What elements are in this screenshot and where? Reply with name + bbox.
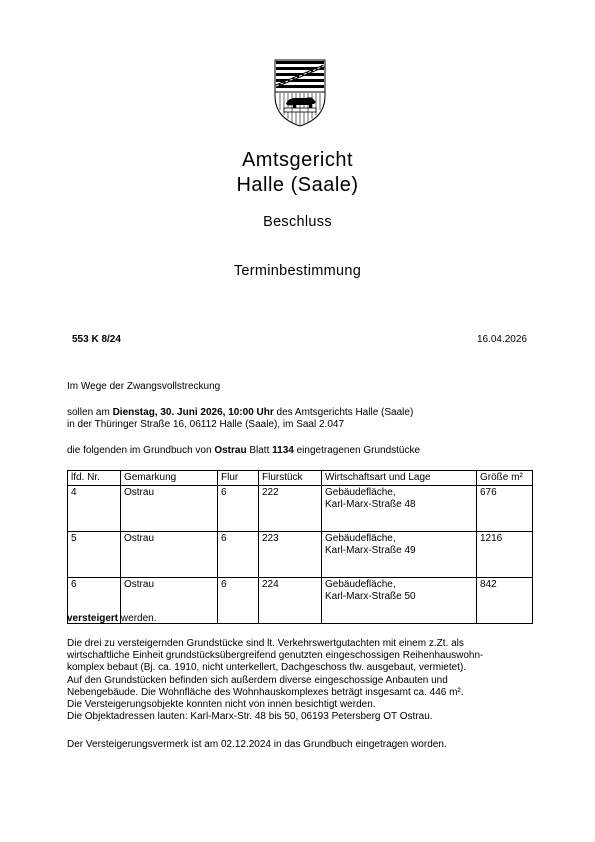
description-line: Nebengebäude. Die Wohnfläche des Wohnhauskomplexes beträgt insgesamt ca. 446 m².	[67, 686, 464, 698]
column-header-gemarkung: Gemarkung	[121, 471, 218, 486]
cell-nr: 6	[68, 578, 121, 624]
column-header-flurstueck: Flurstück	[259, 471, 322, 486]
cell-flurstueck: 223	[259, 532, 322, 578]
table-header-row	[68, 471, 533, 486]
grundbuch-prefix: die folgenden im Grundbuch von	[67, 445, 215, 456]
versteigert-rest: werden.	[118, 613, 157, 624]
cell-gemarkung: Ostrau	[121, 532, 218, 578]
termin-prefix: sollen am	[67, 407, 113, 418]
grundbuch-ort: Ostrau	[214, 445, 247, 456]
cell-flur: 6	[218, 532, 259, 578]
column-header-nr: lfd. Nr.	[68, 471, 121, 486]
file-number: 553 K 8/24	[72, 334, 121, 345]
document-subtitle: Terminbestimmung	[233, 263, 362, 279]
cell-nr: 4	[68, 486, 121, 532]
court-name-line2: Halle (Saale)	[236, 174, 359, 196]
termin-suffix: des Amtsgerichts Halle (Saale)	[273, 407, 414, 418]
cell-art-type: Gebäudefläche,	[325, 533, 396, 544]
column-header-flur: Flur	[218, 471, 259, 486]
column-header-groesse: Größe m²	[477, 471, 533, 486]
cell-gemarkung: Ostrau	[121, 486, 218, 532]
cell-art	[322, 578, 477, 624]
description-line: komplex bebaut (Bj. ca. 1910, nicht unterkellert, Dachgeschoss tlw. ausgebaut, vermietet).	[67, 662, 467, 674]
cell-nr: 5	[68, 532, 121, 578]
document-date: 16.04.2026	[476, 334, 527, 345]
cell-art-type: Gebäudefläche,	[325, 579, 396, 590]
versteigert-bold: versteigert	[67, 613, 119, 624]
description-line: wirtschaftliche Einheit grundstücksübergreifend genutzten eingeschossigen Reihenhauswohn-	[67, 650, 484, 662]
grundbuch-mid: Blatt	[246, 445, 273, 456]
termin-location: in der Thüringer Straße 16, 06112 Halle (Saale), im Saal 2.047	[67, 419, 345, 431]
cell-gemarkung: Ostrau	[121, 578, 218, 624]
cell-flur: 6	[218, 486, 259, 532]
cell-art	[322, 486, 477, 532]
termin-paragraph	[67, 407, 413, 431]
property-table	[67, 470, 533, 624]
description-line: Die Versteigerungsobjekte konnten nicht von innen besichtigt werden.	[67, 699, 376, 711]
cell-art-address: Karl-Marx-Straße 49	[325, 545, 416, 556]
cell-art-address: Karl-Marx-Straße 50	[325, 591, 416, 602]
court-name-line1: Amtsgericht	[241, 149, 354, 171]
cell-flurstueck: 224	[259, 578, 322, 624]
cell-art	[322, 532, 477, 578]
cell-art-address: Karl-Marx-Straße 48	[325, 499, 416, 510]
document-title: Beschluss	[263, 214, 332, 230]
cell-groesse: 1216	[477, 532, 533, 578]
cell-flurstueck: 222	[259, 486, 322, 532]
grundbuch-suffix: eingetragenen Grundstücke	[293, 445, 421, 456]
cell-art-type: Gebäudefläche,	[325, 487, 396, 498]
cell-groesse: 676	[477, 486, 533, 532]
table-row	[68, 532, 533, 578]
column-header-art: Wirtschaftsart und Lage	[322, 471, 477, 486]
description-line: Die Objektadressen lauten: Karl-Marx-Str. 48 bis 50, 06193 Petersberg OT Ostrau.	[67, 711, 433, 723]
description-line: Auf den Grundstücken befinden sich außerdem diverse eingeschossige Anbauten und	[67, 674, 448, 686]
grundbuch-blatt: 1134	[272, 445, 294, 456]
coat-of-arms-icon	[272, 58, 328, 128]
grundbuch-paragraph	[67, 445, 420, 457]
intro-text: Im Wege der Zwangsvollstreckung	[67, 381, 221, 392]
versteigert-paragraph	[67, 613, 157, 625]
termin-date: Dienstag, 30. Juni 2026, 10:00 Uhr	[112, 407, 274, 418]
description-paragraph	[67, 638, 483, 723]
description-line: Die drei zu versteigernden Grundstücke sind lt. Verkehrswertgutachten mit einem z.Zt. als	[67, 638, 464, 649]
cell-groesse: 842	[477, 578, 533, 624]
vermerk-paragraph: Der Versteigerungsvermerk ist am 02.12.2024 in das Grundbuch eingetragen worden.	[67, 739, 447, 750]
table-row	[68, 486, 533, 532]
cell-flur: 6	[218, 578, 259, 624]
